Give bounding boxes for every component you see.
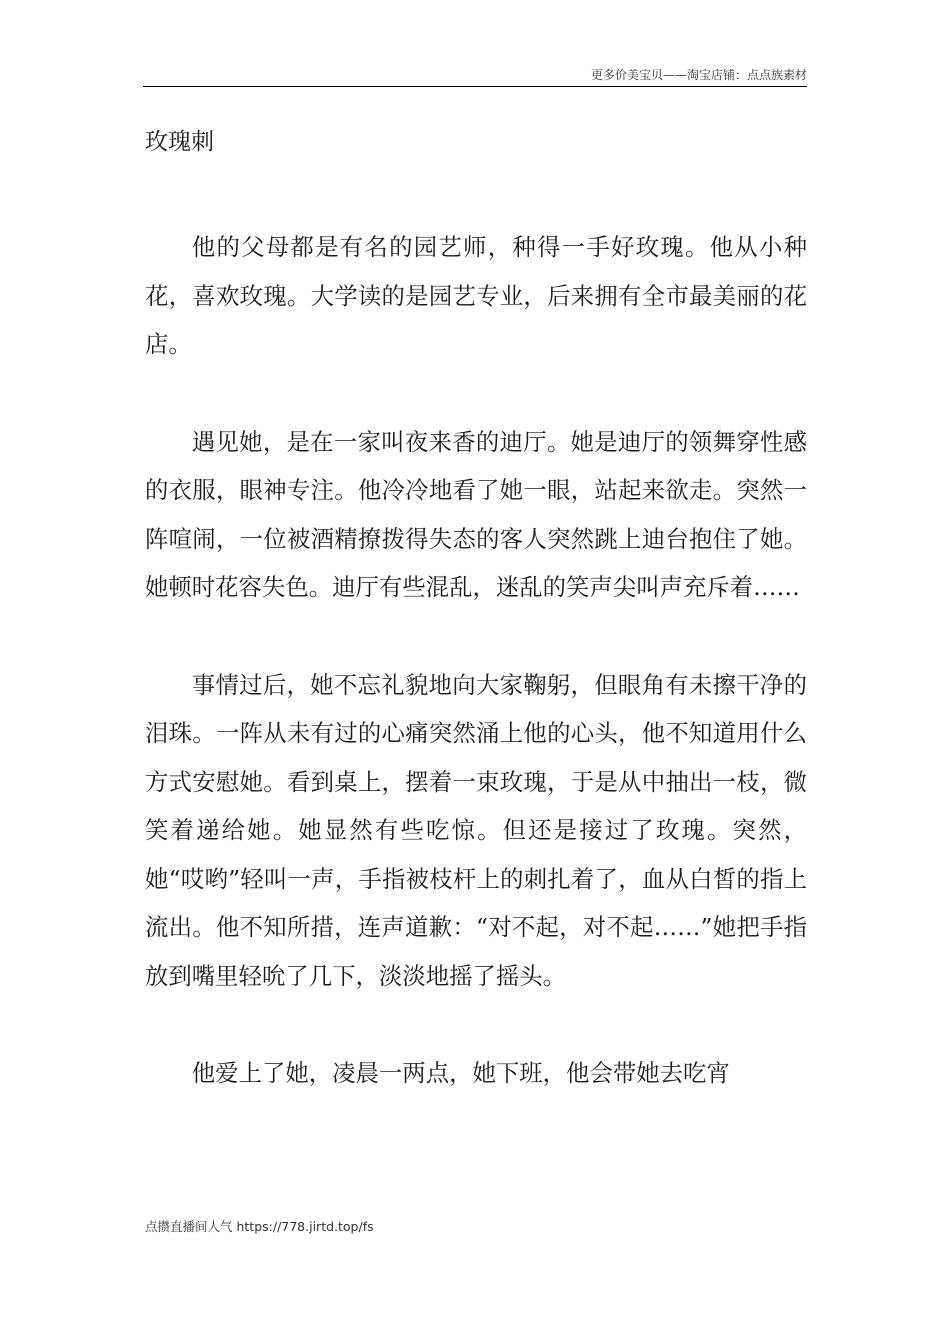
page-footer-text: 点攒直播间人气 https://778.jirtd.top/fs — [145, 1219, 374, 1234]
paragraph-3: 事情过后，她不忘礼貌地向大家鞠躬，但眼角有未擦干净的泪珠。一阵从未有过的心痛突然涌上他的心头，他不知道用什么方式安慰她。看到桌上，摆着一束玫瑰，于是从中抽出一枝，微笑着递给她。她显然有些吃惊。但还是接过了玫瑰。突然，她“哎哟”轻叫一声，手指被枝杆上的刺扎着了，血从白皙的指上流出。他不知所措，连声道歉：“对不起，对不起……”她把手指放到嘴里轻吮了几下，淡淡地摇了摇头。 — [145, 670, 807, 990]
paragraph-2: 遇见她，是在一家叫夜来香的迪厅。她是迪厅的领舞穿性感的衣服，眼神专注。他冷冷地看了她一眼，站起来欲走。突然一阵喧闹，一位被酒精撩拨得失态的客人突然跳上迪台抱住了她。她顿时花容失色。迪厅有些混乱，迷乱的笑声尖叫声充斥着…… — [145, 427, 807, 601]
paragraph-4: 他爱上了她，凌晨一两点，她下班，他会带她去吃宵 — [191, 1059, 730, 1087]
document-body — [145, 223, 807, 1147]
document-title: 玫瑰刺 — [145, 129, 214, 155]
page-header-text: 更多价美宝贝——淘宝店铺：点点族素材 — [590, 68, 807, 82]
paragraph-1: 他的父母都是有名的园艺师，种得一手好玫瑰。他从小种花，喜欢玫瑰。大学读的是园艺专业，后来拥有全市最美丽的花店。 — [145, 233, 807, 358]
header-divider — [143, 86, 807, 87]
